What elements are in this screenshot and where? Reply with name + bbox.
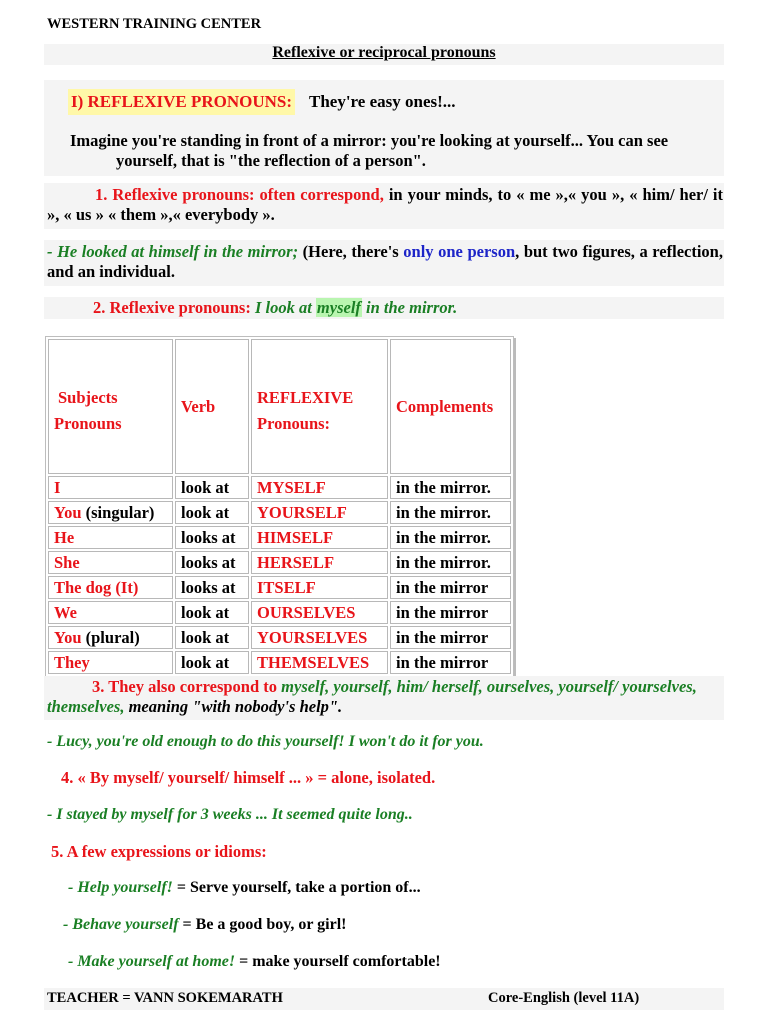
header-complements: Complements <box>390 339 511 474</box>
table-row <box>48 576 511 599</box>
header-verb: Verb <box>175 339 249 474</box>
subject-cell <box>48 551 173 574</box>
subject-extra: (plural) <box>81 627 140 647</box>
subject-pronoun: They <box>54 652 90 672</box>
complement-cell: in the mirror. <box>390 526 511 549</box>
point3-meaning: meaning "with nobody's help". <box>124 697 343 716</box>
complement-cell: in the mirror <box>390 601 511 624</box>
organization-name: WESTERN TRAINING CENTER <box>47 16 262 32</box>
table-row <box>48 501 511 524</box>
point3-list: myself, yourself, him/ herself, ourselves, yourself/ yourselves, themselves, <box>47 677 697 716</box>
intro-line-1: Imagine you're standing in front of a mirror: you're looking at yourself... You can see <box>70 131 669 150</box>
header-reflexive-line2: Pronouns: <box>257 413 331 433</box>
reflexive-cell: THEMSELVES <box>251 651 388 674</box>
example1-sentence: - He looked at himself in the mirror; <box>47 242 299 261</box>
point3-label: 3. They also correspond to <box>92 677 278 696</box>
example1-paragraph <box>47 242 723 282</box>
point4: 4. « By myself/ yourself/ himself ... » = alone, isolated. <box>61 768 436 787</box>
footer-teacher: TEACHER = VANN SOKEMARATH <box>47 990 283 1006</box>
header-subjects-line1: Subjects <box>58 387 118 407</box>
table-row <box>48 651 511 674</box>
idiom-meaning: = make yourself comfortable! <box>235 953 441 970</box>
header-subjects <box>48 339 173 474</box>
reflexive-cell: ITSELF <box>251 576 388 599</box>
verb-cell: looks at <box>175 551 249 574</box>
section1-heading: I) REFLEXIVE PRONOUNS: <box>68 89 295 115</box>
point1-label: 1. Reflexive pronouns: often correspond, <box>95 185 384 204</box>
reflexive-cell: HIMSELF <box>251 526 388 549</box>
table-row <box>48 476 511 499</box>
header-reflexive <box>251 339 388 474</box>
verb-cell: looks at <box>175 526 249 549</box>
intro-line-2: yourself, that is "the reflection of a person". <box>116 151 426 170</box>
reflexive-cell: OURSELVES <box>251 601 388 624</box>
idiom-item <box>68 953 441 971</box>
subject-cell <box>48 576 173 599</box>
header-reflexive-line1: REFLEXIVE <box>257 387 354 407</box>
example4: - I stayed by myself for 3 weeks ... It seemed quite long.. <box>47 806 413 823</box>
subject-cell <box>48 626 173 649</box>
complement-cell: in the mirror. <box>390 476 511 499</box>
table-row <box>48 626 511 649</box>
verb-cell: looks at <box>175 576 249 599</box>
point2-example-a: I look at <box>250 298 316 317</box>
example3: - Lucy, you're old enough to do this yourself! I won't do it for you. <box>47 733 484 750</box>
footer-course: Core-English (level 11A) <box>488 990 640 1006</box>
complement-cell: in the mirror. <box>390 501 511 524</box>
complement-cell: in the mirror <box>390 626 511 649</box>
complement-cell: in the mirror <box>390 576 511 599</box>
point2-example-b: in the mirror. <box>361 298 458 317</box>
pronoun-table <box>45 336 514 677</box>
header-subjects-line2: Pronouns <box>54 413 122 433</box>
verb-cell: look at <box>175 651 249 674</box>
subject-cell <box>48 526 173 549</box>
example1-note-a: (Here, there's <box>298 242 404 261</box>
idiom-item <box>63 916 346 934</box>
reflexive-cell: MYSELF <box>251 476 388 499</box>
example1-note-highlight: only one person <box>403 242 516 261</box>
subject-pronoun: She <box>54 552 80 572</box>
example1-note-b: , but two figures, a reflection, and an individual. <box>47 242 723 281</box>
subject-extra: (singular) <box>81 502 155 522</box>
point2-paragraph <box>93 298 457 318</box>
point3-paragraph <box>47 677 723 717</box>
point1-paragraph <box>47 185 723 225</box>
idiom-phrase: - Make yourself at home! <box>68 953 236 970</box>
point1-text: in your minds, to « me »,« you », « him/ her/ it », « us » « them »,« everybody ». <box>47 185 723 224</box>
reflexive-cell: YOURSELF <box>251 501 388 524</box>
reflexive-cell: HERSELF <box>251 551 388 574</box>
table-row <box>48 526 511 549</box>
reflexive-cell: YOURSELVES <box>251 626 388 649</box>
point2-example-highlight: myself <box>316 298 361 317</box>
subject-cell <box>48 601 173 624</box>
point2-label: 2. Reflexive pronouns: <box>93 298 251 317</box>
table-header-row <box>48 339 511 474</box>
section1-heading-tail: They're easy ones!... <box>309 92 456 111</box>
point5-heading: 5. A few expressions or idioms: <box>51 842 267 861</box>
idiom-meaning: = Be a good boy, or girl! <box>178 916 347 933</box>
subject-pronoun: The dog (It) <box>54 577 139 597</box>
idiom-phrase: - Behave yourself <box>63 916 179 933</box>
subject-pronoun: You <box>54 627 82 647</box>
complement-cell: in the mirror <box>390 651 511 674</box>
subject-cell <box>48 501 173 524</box>
idiom-item <box>68 879 421 897</box>
table-row <box>48 551 511 574</box>
subject-cell <box>48 476 173 499</box>
page-title: Reflexive or reciprocal pronouns <box>272 44 496 61</box>
idiom-meaning: = Serve yourself, take a portion of... <box>172 879 421 896</box>
subject-pronoun: You <box>54 502 82 522</box>
subject-cell <box>48 651 173 674</box>
subject-pronoun: I <box>54 477 61 497</box>
verb-cell: look at <box>175 476 249 499</box>
verb-cell: look at <box>175 501 249 524</box>
verb-cell: look at <box>175 626 249 649</box>
complement-cell: in the mirror. <box>390 551 511 574</box>
table-row <box>48 601 511 624</box>
idiom-phrase: - Help yourself! <box>68 879 173 896</box>
subject-pronoun: He <box>54 527 75 547</box>
verb-cell: look at <box>175 601 249 624</box>
subject-pronoun: We <box>54 602 77 622</box>
